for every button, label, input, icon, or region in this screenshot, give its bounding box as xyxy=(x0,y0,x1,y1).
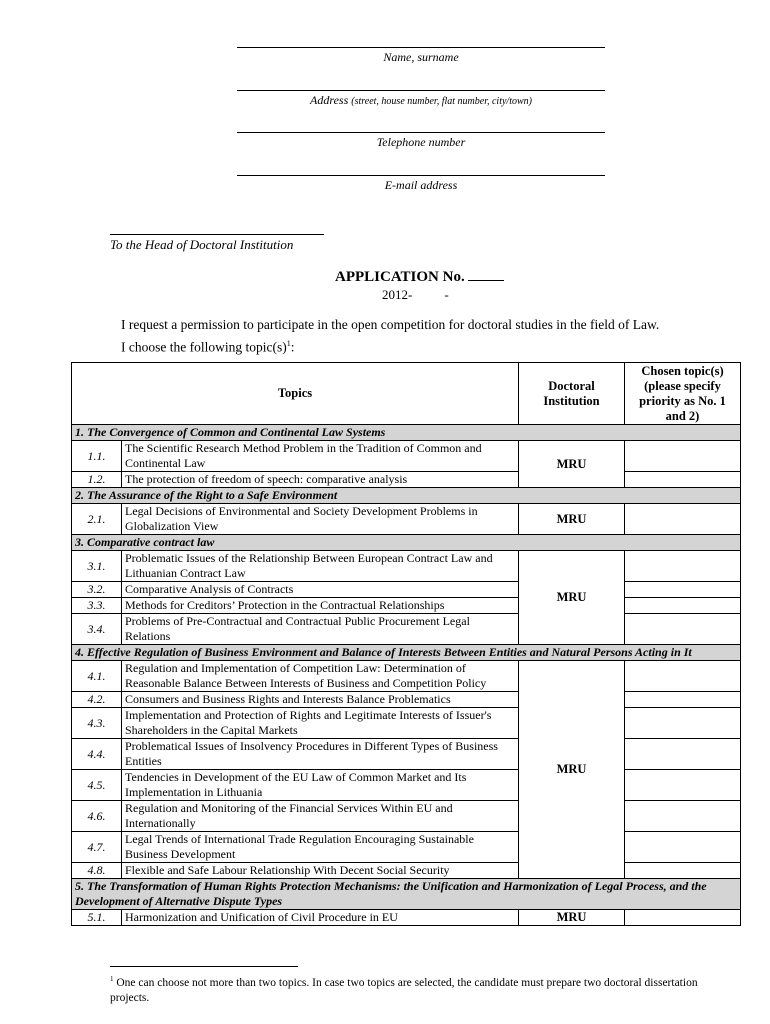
topic-number: 3.1. xyxy=(72,551,122,582)
name-surname-label: Name, surname xyxy=(383,50,459,64)
institution-cell: MRU xyxy=(519,910,625,926)
topic-number: 4.1. xyxy=(72,661,122,692)
footnote-mark: 1 xyxy=(110,975,114,983)
topic-text: Regulation and Implementation of Competition Law: Determination of Reasonable Balance Between Interests of Business and Competition Policy xyxy=(122,661,519,692)
topic-text: Harmonization and Unification of Civil Procedure in EU xyxy=(122,910,519,926)
header-topics: Topics xyxy=(72,363,519,425)
section-row-5 xyxy=(72,879,741,910)
address-hint: (street, house number, flat number, city/town) xyxy=(351,96,532,107)
table-row xyxy=(72,832,741,863)
priority-cell[interactable] xyxy=(625,472,741,488)
header-chosen: Chosen topic(s) (please specify priority as No. 1 and 2) xyxy=(625,363,741,425)
table-row xyxy=(72,598,741,614)
topic-number: 3.2. xyxy=(72,582,122,598)
address-label: Address xyxy=(310,93,349,107)
addressee-line xyxy=(110,234,324,235)
institution-cell: MRU xyxy=(519,504,625,535)
table-row xyxy=(72,708,741,739)
table-row xyxy=(72,504,741,535)
priority-cell[interactable] xyxy=(625,910,741,926)
section-row-1 xyxy=(72,425,741,441)
application-title xyxy=(335,268,504,286)
topic-number: 4.6. xyxy=(72,801,122,832)
topic-text: Legal Decisions of Environmental and Society Development Problems in Globalization View xyxy=(122,504,519,535)
section-title-5: 5. The Transformation of Human Rights Protection Mechanisms: the Unification and Harmonization of Legal Process, and the Development of Alternative Dispute Types xyxy=(72,879,741,910)
table-header-row xyxy=(72,363,741,425)
table-row xyxy=(72,441,741,472)
header-institution: Doctoral Institution xyxy=(519,363,625,425)
section-title-3: 3. Comparative contract law xyxy=(72,535,741,551)
priority-cell[interactable] xyxy=(625,801,741,832)
table-row xyxy=(72,692,741,708)
topic-number: 4.7. xyxy=(72,832,122,863)
table-row xyxy=(72,863,741,879)
priority-cell[interactable] xyxy=(625,708,741,739)
application-year-dash: - xyxy=(444,287,449,302)
topic-number: 3.4. xyxy=(72,614,122,645)
topic-text: Problematic Issues of the Relationship Between European Contract Law and Lithuanian Contract Law xyxy=(122,551,519,582)
address-field[interactable] xyxy=(237,90,605,110)
priority-cell[interactable] xyxy=(625,739,741,770)
topic-text: The protection of freedom of speech: comparative analysis xyxy=(122,472,519,488)
name-surname-field[interactable] xyxy=(237,47,605,65)
topics-table xyxy=(71,362,741,926)
priority-cell[interactable] xyxy=(625,661,741,692)
topic-text: Methods for Creditors’ Protection in the Contractual Relationships xyxy=(122,598,519,614)
choose-text: I choose the following $topic(s)^1$: xyxy=(121,339,295,355)
topic-text: Problematical Issues of Insolvency Procedures in Different Types of Business Entities xyxy=(122,739,519,770)
footnote-text: One can choose not more than two topics. In case two topics are selected, the candidate must prepare two doctoral dissertation projects. xyxy=(110,976,698,1004)
priority-cell[interactable] xyxy=(625,770,741,801)
application-title-text: APPLICATION No. xyxy=(335,269,465,285)
footnote xyxy=(110,972,730,1006)
address-line xyxy=(237,90,605,91)
topic-number: 3.3. xyxy=(72,598,122,614)
section-title-4: 4. Effective Regulation of Business Environment and Balance of Interests Between Entities and Natural Persons Acting in It xyxy=(72,645,741,661)
table-row xyxy=(72,582,741,598)
section-row-4 xyxy=(72,645,741,661)
telephone-label: Telephone number xyxy=(376,135,466,149)
table-row xyxy=(72,661,741,692)
topic-text: Consumers and Business Rights and Interests Balance Problematics xyxy=(122,692,519,708)
topic-text: Tendencies in Development of the EU Law of Common Market and Its Implementation in Lithuania xyxy=(122,770,519,801)
institution-cell: MRU xyxy=(519,441,625,488)
topic-number: 4.3. xyxy=(72,708,122,739)
table-row xyxy=(72,910,741,926)
topic-number: 4.5. xyxy=(72,770,122,801)
topic-number: 4.4. xyxy=(72,739,122,770)
request-text: I request a permission to participate in the open competition for doctoral studies in the field of Law. xyxy=(121,317,660,332)
application-number-blank[interactable] xyxy=(468,268,504,281)
addressee: To the Head of Doctoral Institution xyxy=(110,237,294,252)
section-title-1: 1. The Convergence of Common and Continental Law Systems xyxy=(72,425,741,441)
priority-cell[interactable] xyxy=(625,441,741,472)
email-line xyxy=(237,175,605,176)
table-row xyxy=(72,472,741,488)
priority-cell[interactable] xyxy=(625,551,741,582)
application-year xyxy=(382,287,449,303)
section-row-2 xyxy=(72,488,741,504)
table-row xyxy=(72,739,741,770)
section-title-2: 2. The Assurance of the Right to a Safe Environment xyxy=(72,488,741,504)
email-field[interactable] xyxy=(237,175,605,193)
email-label: E-mail address xyxy=(384,178,458,192)
topic-text: Legal Trends of International Trade Regulation Encouraging Sustainable Business Development xyxy=(122,832,519,863)
table-row xyxy=(72,614,741,645)
priority-cell[interactable] xyxy=(625,832,741,863)
table-row xyxy=(72,551,741,582)
table-row xyxy=(72,801,741,832)
topic-number: 4.2. xyxy=(72,692,122,708)
priority-cell[interactable] xyxy=(625,504,741,535)
topic-text: Implementation and Protection of Rights and Legitimate Interests of Issuer's Shareholders in the Capital Markets xyxy=(122,708,519,739)
topic-text: Regulation and Monitoring of the Financial Services Within EU and Internationally xyxy=(122,801,519,832)
topic-text: Problems of Pre-Contractual and Contractual Public Procurement Legal Relations xyxy=(122,614,519,645)
choose-text-label: I choose the following topic(s) xyxy=(121,339,287,355)
telephone-line xyxy=(237,132,605,133)
topic-number: 4.8. xyxy=(72,863,122,879)
topic-number: 1.2. xyxy=(72,472,122,488)
topic-text: The Scientific Research Method Problem in the Tradition of Common and Continental Law xyxy=(122,441,519,472)
priority-cell[interactable] xyxy=(625,863,741,879)
priority-cell[interactable] xyxy=(625,614,741,645)
section-row-3 xyxy=(72,535,741,551)
name-surname-line xyxy=(237,47,605,48)
topic-text: Comparative Analysis of Contracts xyxy=(122,582,519,598)
institution-cell: MRU xyxy=(519,661,625,879)
topic-number: 1.1. xyxy=(72,441,122,472)
priority-cell[interactable] xyxy=(625,598,741,614)
topic-number: 5.1. xyxy=(72,910,122,926)
telephone-field[interactable] xyxy=(237,132,605,150)
topic-number: 2.1. xyxy=(72,504,122,535)
footnote-separator xyxy=(110,966,298,967)
footnote-ref: 1 xyxy=(286,339,291,348)
table-row xyxy=(72,770,741,801)
priority-cell[interactable] xyxy=(625,582,741,598)
application-year-text: 2012- xyxy=(382,287,413,302)
institution-cell: MRU xyxy=(519,551,625,645)
topic-text: Flexible and Safe Labour Relationship With Decent Social Security xyxy=(122,863,519,879)
priority-cell[interactable] xyxy=(625,692,741,708)
